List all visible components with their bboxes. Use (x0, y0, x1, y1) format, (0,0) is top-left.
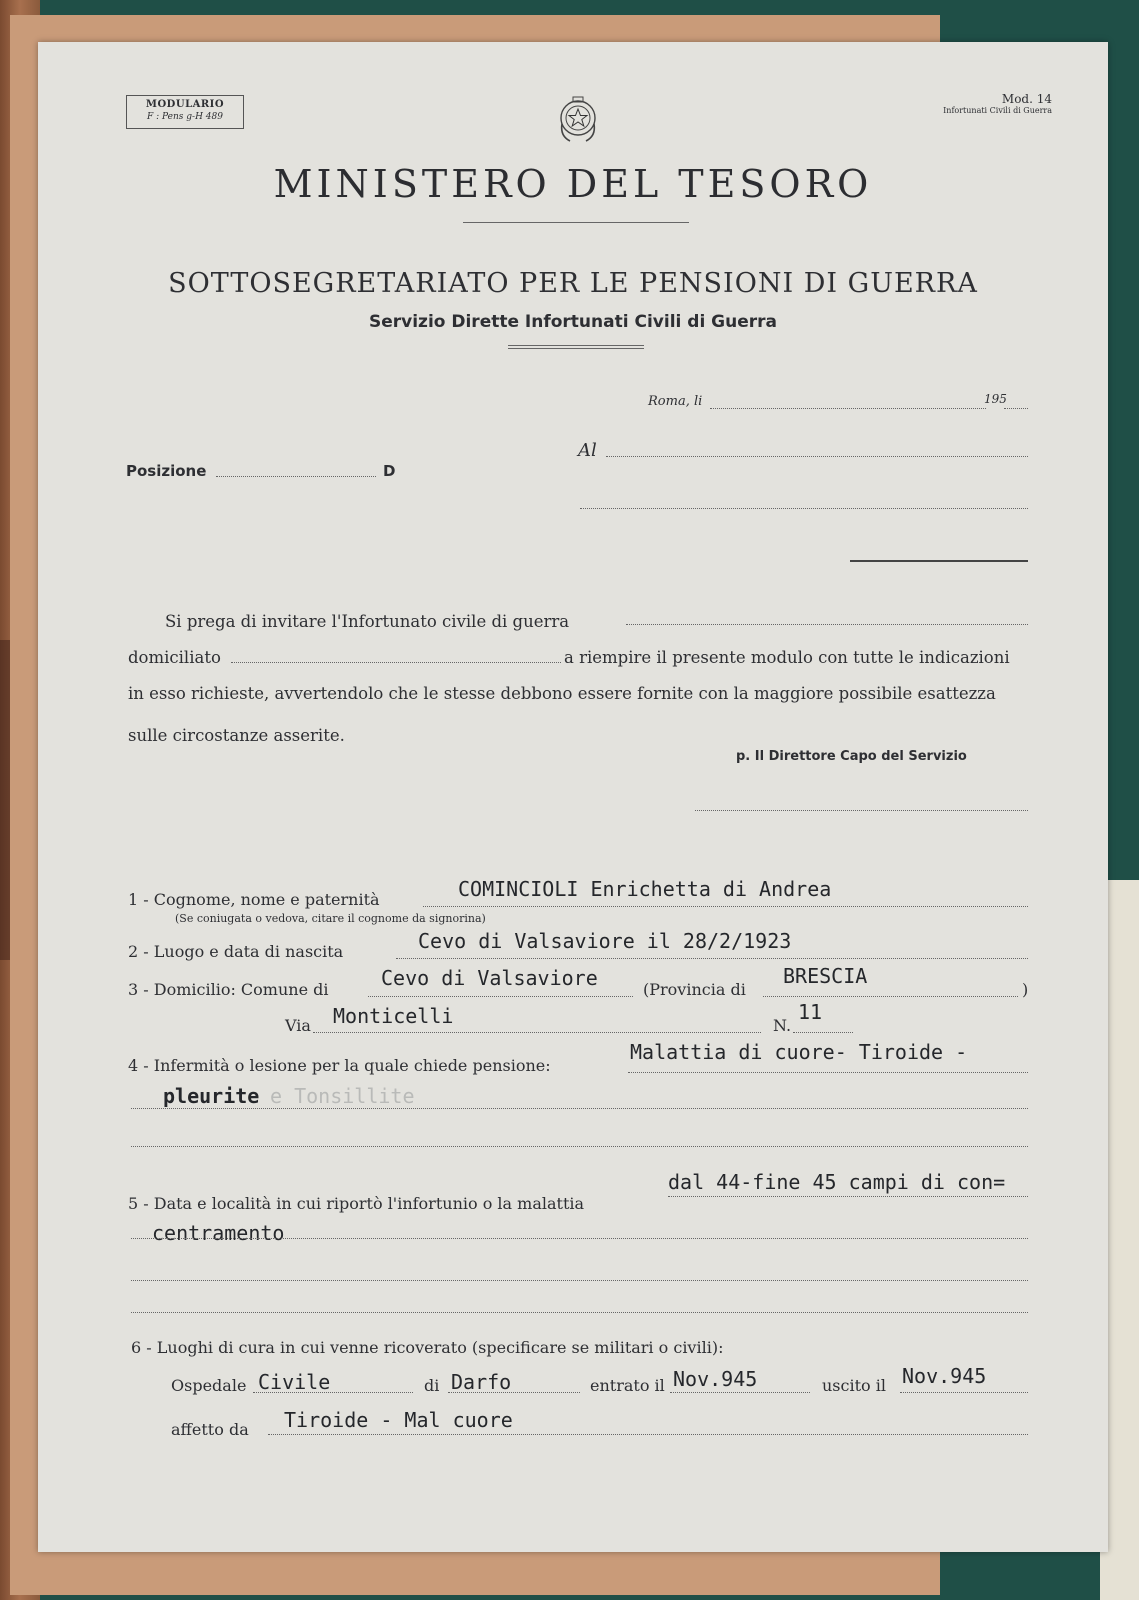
signature-label: p. Il Direttore Capo del Servizio (736, 749, 967, 764)
infortunato-line (626, 624, 1028, 625)
comune-value: Cevo di Valsaviore (381, 966, 598, 990)
year-line (1004, 408, 1028, 409)
page-subtitle: SOTTOSEGRETARIATO PER LE PENSIONI DI GUERRA (168, 268, 978, 299)
letter-line-1: Si prega di invitare l'Infortunato civile di guerra (165, 612, 570, 631)
mod-number (943, 92, 1052, 115)
date-line (710, 408, 986, 409)
field-2-value: Cevo di Valsaviore il 28/2/1923 (418, 929, 792, 953)
field-4-label: 4 - Infermità o lesione per la quale chiede pensione: (128, 1056, 551, 1075)
field-1-label: 1 - Cognome, nome e paternità (128, 890, 380, 909)
field-1-value: COMINCIOLI Enrichetta di Andrea (458, 877, 832, 901)
field-2-label: 2 - Luogo e data di nascita (128, 942, 344, 961)
field-1-line (423, 906, 1028, 907)
roma-label: Roma, li (648, 394, 703, 409)
affetto-label: affetto da (171, 1420, 249, 1439)
d-label: D (383, 462, 396, 480)
modulario-box (126, 95, 244, 129)
n-label: N. (773, 1016, 792, 1035)
field-4-line-3 (131, 1146, 1028, 1147)
field-1-note: (Se coniugata o vedova, citare il cognome da signorina) (175, 912, 486, 925)
modulario-code: F : Pens g-H 489 (147, 112, 223, 122)
domiciliato-line (231, 662, 561, 663)
field-4-value: Malattia di cuore- Tiroide - (630, 1040, 968, 1064)
field-3-label: 3 - Domicilio: Comune di (128, 980, 329, 999)
italian-emblem-icon (556, 94, 600, 146)
affetto-line (268, 1434, 1028, 1435)
modulario-title: MODULARIO (145, 99, 225, 110)
recipient-line-1 (606, 456, 1028, 457)
provincia-line (763, 996, 1018, 997)
letter-line-3: in esso richieste, avvertendolo che le stesse debbono essere fornite con la maggiore possibile esattezza (128, 684, 996, 703)
field-5-line-3 (131, 1280, 1028, 1281)
entrato-line (670, 1392, 810, 1393)
affetto-value: Tiroide - Mal cuore (284, 1408, 513, 1432)
di-label: di (424, 1376, 440, 1395)
field-5-value-2: centramento (152, 1221, 285, 1245)
mod-subtitle: Infortunati Civili di Guerra (943, 106, 1052, 115)
letter-line-2: a riempire il presente modulo con tutte le indicazioni (564, 648, 1010, 667)
provincia-value: BRESCIA (783, 964, 868, 988)
entrato-label: entrato il (590, 1376, 665, 1395)
title-divider (463, 222, 689, 223)
field-4-value-2: pleurite (163, 1084, 260, 1108)
al-label: Al (578, 440, 597, 461)
service-divider-1 (508, 345, 644, 346)
field-5-value: dal 44-fine 45 campi di con= (668, 1170, 1006, 1194)
field-5-label: 5 - Data e località in cui riportò l'infortunio o la malattia (128, 1194, 585, 1213)
field-5-line-1 (668, 1196, 1028, 1197)
field-4-line-1 (628, 1072, 1028, 1073)
n-value: 11 (798, 1000, 823, 1024)
signature-line (695, 810, 1028, 811)
domiciliato-label: domiciliato (128, 648, 221, 667)
entrato-value: Nov.945 (673, 1367, 758, 1391)
field-5-line-2 (131, 1238, 1028, 1239)
provincia-close: ) (1022, 980, 1029, 999)
recipient-line-3 (850, 560, 1028, 562)
field-5-line-4 (131, 1312, 1028, 1313)
recipient-line-2 (580, 508, 1028, 509)
uscito-line (900, 1392, 1028, 1393)
page-title: MINISTERO DEL TESORO (273, 162, 873, 206)
uscito-value: Nov.945 (902, 1364, 987, 1388)
field-4-faint: e Tonsillite (270, 1084, 415, 1108)
field-6-label: 6 - Luoghi di cura in cui venne ricoverato (specificare se militari o civili): (131, 1338, 724, 1357)
service-divider-2 (508, 348, 644, 349)
ospedale-value: Civile (258, 1370, 331, 1394)
mod-number-text: Mod. 14 (1001, 92, 1052, 106)
via-value: Monticelli (333, 1004, 454, 1028)
form-page (38, 42, 1108, 1552)
year-prefix: 195 (984, 392, 1007, 406)
via-line (313, 1032, 761, 1033)
field-4-line-2 (131, 1108, 1028, 1109)
n-line (793, 1032, 853, 1033)
via-label: Via (285, 1016, 311, 1035)
posizione-label: Posizione (126, 462, 207, 480)
service-name: Servizio Dirette Infortunati Civili di Guerra (368, 312, 778, 332)
letter-line-4: sulle circostanze asserite. (128, 726, 345, 745)
provincia-label: (Provincia di (643, 980, 746, 999)
di-value: Darfo (451, 1370, 512, 1394)
ospedale-label: Ospedale (171, 1376, 247, 1395)
uscito-label: uscito il (822, 1376, 886, 1395)
field-2-line (396, 958, 1028, 959)
comune-line (368, 996, 633, 997)
posizione-line (216, 476, 376, 477)
